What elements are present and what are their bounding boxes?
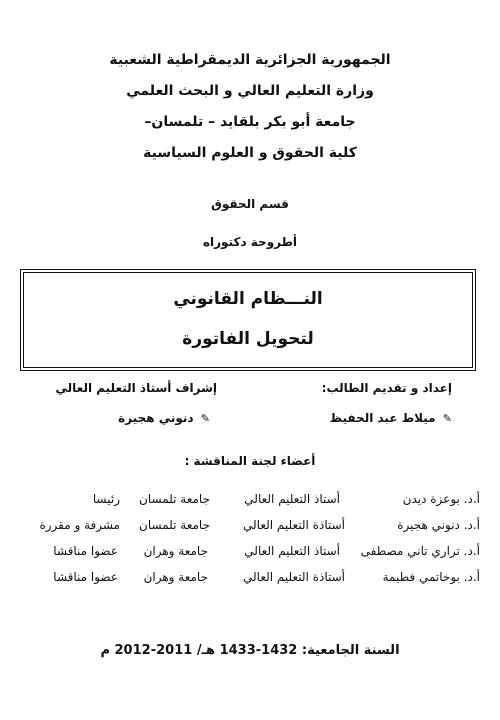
pen-icon: ✎ [200, 412, 210, 425]
member-rank: أستاذ التعليم العالي [244, 492, 340, 506]
header-ministry: وزارة التعليم العالي و البحث العلمي [126, 83, 374, 99]
author-name-line [330, 411, 452, 425]
author-label: إعداد و تقديم الطالب: [321, 381, 452, 395]
committee-heading: أعضاء لجنة المناقشة : [184, 454, 316, 468]
supervisor-name: دنوني هجيرة [118, 411, 194, 425]
pen-icon: ✎ [442, 412, 452, 425]
academic-year-label: السنة الجامعية: [301, 643, 400, 658]
thesis-title-line1: النـــظام القانوني [173, 289, 323, 309]
table-row [0, 570, 500, 590]
member-role: مشرفة و مقررة [39, 518, 120, 532]
thesis-type-label: أطروحة دكتوراه [202, 235, 298, 249]
member-name: أ.د. بوخاتمي فطيمة [382, 570, 480, 584]
member-rank: أستاذة التعليم العالي [243, 518, 345, 532]
member-rank: أستاذة التعليم العالي [243, 570, 345, 584]
member-role: رئيسا [92, 492, 120, 506]
thesis-title-line2: لتحويل الفاتورة [182, 329, 314, 349]
author-name: ميلاط عبد الحفيظ [329, 411, 436, 425]
member-institution: جامعة وهران [143, 544, 208, 558]
member-name: أ.د. بوعزة ديدن [402, 492, 480, 506]
header-republic: الجمهورية الجزائرية الديمقراطية الشعبية [109, 52, 391, 68]
header-university: جامعة أبو بكر بلقايد – تلمسان– [144, 114, 356, 130]
member-name: أ.د. تراري تاني مصطفى [360, 544, 480, 558]
member-role: عضوا مناقشا [53, 570, 118, 584]
member-rank: أستاذ التعليم العالي [244, 544, 340, 558]
member-name: أ.د. دنوني هجيرة [397, 518, 480, 532]
member-institution: جامعة وهران [143, 570, 208, 584]
table-row [0, 492, 500, 512]
table-row [0, 518, 500, 538]
title-box [23, 272, 473, 368]
header-faculty: كلية الحقوق و العلوم السياسية [143, 145, 357, 161]
academic-year [0, 643, 500, 658]
department-label: قسم الحقوق [211, 197, 289, 211]
member-role: عضوا مناقشا [53, 544, 118, 558]
academic-year-value: 1432-1433 هـ/ 2011-2012 م [100, 643, 298, 658]
member-institution: جامعة تلمسان [139, 518, 210, 532]
table-row [0, 544, 500, 564]
supervisor-label: إشراف أستاذ التعليم العالي [55, 381, 217, 395]
member-institution: جامعة تلمسان [139, 492, 210, 506]
supervisor-name-line [118, 411, 210, 425]
